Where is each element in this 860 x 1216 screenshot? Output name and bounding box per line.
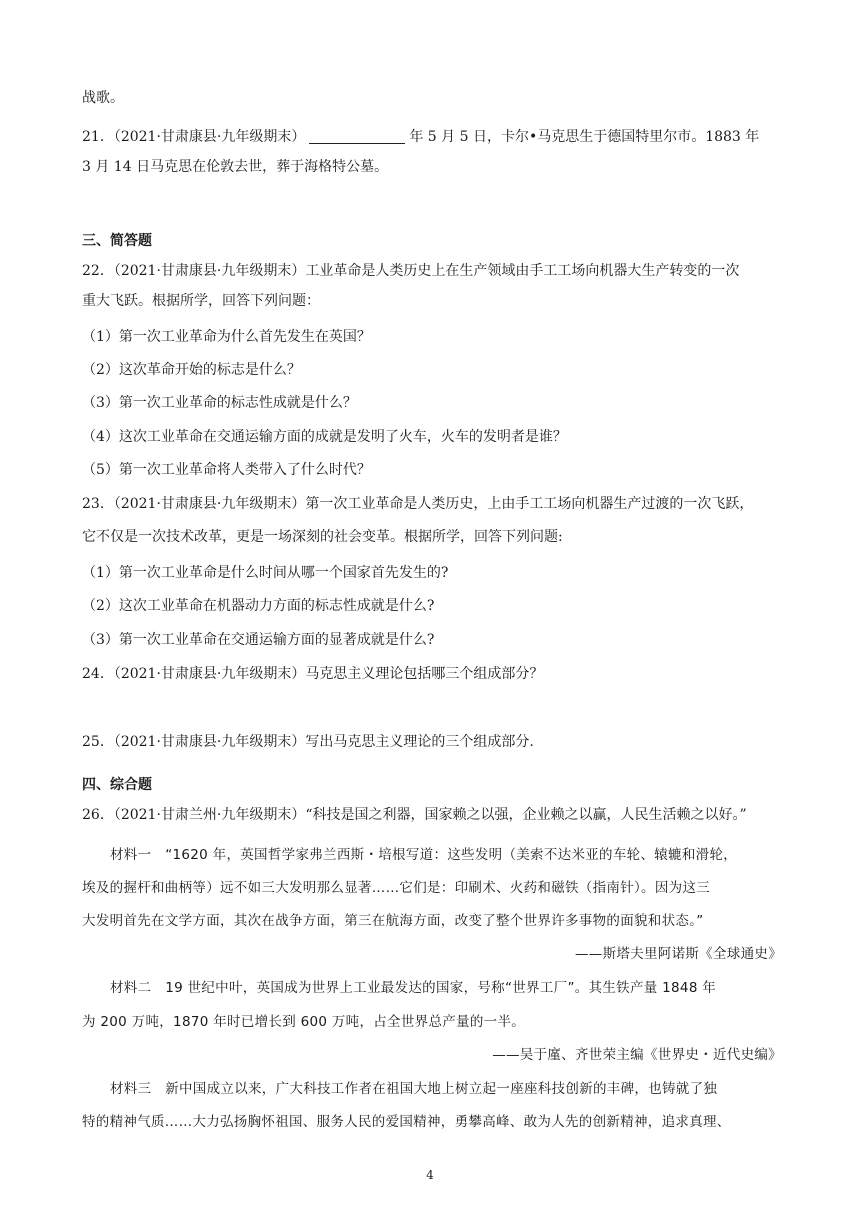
- question-26-line: 26．（2021·甘肃兰州·九年级期末）“科技是国之利器，国家赖之以强，企业赖之以赢，人民生活赖之以好。”: [82, 807, 747, 823]
- material-1-line-2: 埃及的握杆和曲柄等）远不如三大发明那么显著……它们是：印刷术、火药和磁铁（指南针）。因为这三: [82, 880, 711, 896]
- material-3-line-2: 特的精神气质……大力弘扬胸怀祖国、服务人民的爱国精神，勇攀高峰、敢为人先的创新精神，追求真理、: [82, 1114, 731, 1130]
- material-1-source: ——斯塔夫里阿诺斯《全球通史》: [575, 946, 782, 962]
- question-21-prefix: 21．（2021·甘肃康县·九年级期末）: [82, 129, 306, 145]
- material-1-line-1: 材料一 “1620 年，英国哲学家弗兰西斯・培根写道：这些发明（美索不达米亚的车轮、辕辘和滑轮，: [110, 847, 738, 863]
- question-21-line-2: 3 月 14 日马克思在伦敦去世，葬于海格特公墓。: [82, 159, 389, 175]
- question-22-sub-5: （5）第一次工业革命将人类带入了什么时代？: [82, 462, 371, 478]
- question-22-line-1: 22．（2021·甘肃康县·九年级期末）工业革命是人类历史上在生产领域由手工工场向机器大生产转变的一次: [82, 263, 740, 279]
- question-24: 24．（2021·甘肃康县·九年级期末）马克思主义理论包括哪三个组成部分？: [82, 666, 544, 682]
- material-1-line-3: 大发明首先在文学方面，其次在战争方面，第三在航海方面，改变了整个世界许多事物的面貌和状态。”: [82, 913, 704, 929]
- section-heading-short-answer: 三、简答题: [82, 233, 152, 249]
- material-3-line-1: 材料三 新中国成立以来，广大科技工作者在祖国大地上树立起一座座科技创新的丰碑，也铸就了独: [110, 1081, 718, 1097]
- question-23-line-2: 它不仅是一次技术改革，更是一场深刻的社会变革。根据所学，回答下列问题:: [82, 529, 563, 545]
- question-22-sub-2: （2）这次革命开始的标志是什么？: [82, 362, 301, 378]
- question-21-line-1: [82, 127, 759, 147]
- text-line: 战歌。: [82, 90, 124, 106]
- material-2-line-1: 材料二 19 世纪中叶，英国成为世界上工业最发达的国家，号称“世界工厂”。其生铁产量 1848 年: [110, 980, 717, 996]
- question-23-sub-2: （2）这次工业革命在机器动力方面的标志性成就是什么?: [82, 598, 435, 614]
- fill-in-blank[interactable]: [309, 127, 405, 144]
- material-2-line-2: 为 200 万吨，1870 年时已增长到 600 万吨，占全世界总产量的一半。: [82, 1014, 526, 1030]
- question-23-sub-1: （1）第一次工业革命是什么时间从哪一个国家首先发生的?: [82, 565, 449, 581]
- question-22-sub-4: （4）这次工业革命在交通运输方面的成就是发明了火车，火车的发明者是谁？: [82, 429, 567, 445]
- section-heading-comprehensive: 四、综合题: [82, 777, 152, 793]
- question-22-line-2: 重大飞跃。根据所学，回答下列问题：: [82, 293, 320, 309]
- question-22-sub-1: （1）第一次工业革命为什么首先发生在英国？: [82, 329, 371, 345]
- question-23-sub-3: （3）第一次工业革命在交通运输方面的显著成就是什么?: [82, 632, 435, 648]
- question-23-line-1: 23．（2021·甘肃康县·九年级期末）第一次工业革命是人类历史，上由手工工场向机器生产过渡的一次飞跃，: [82, 496, 754, 512]
- material-2-source: ——吴于廑、齐世荣主编《世界史・近代史编》: [492, 1047, 782, 1063]
- question-25: 25．（2021·甘肃康县·九年级期末）写出马克思主义理论的三个组成部分.: [82, 734, 534, 750]
- page-number: 4: [426, 1168, 434, 1182]
- question-21-suffix: 年 5 月 5 日，卡尔•马克思生于德国特里尔市。1883 年: [409, 129, 760, 145]
- question-22-sub-3: （3）第一次工业革命的标志性成就是什么？: [82, 395, 357, 411]
